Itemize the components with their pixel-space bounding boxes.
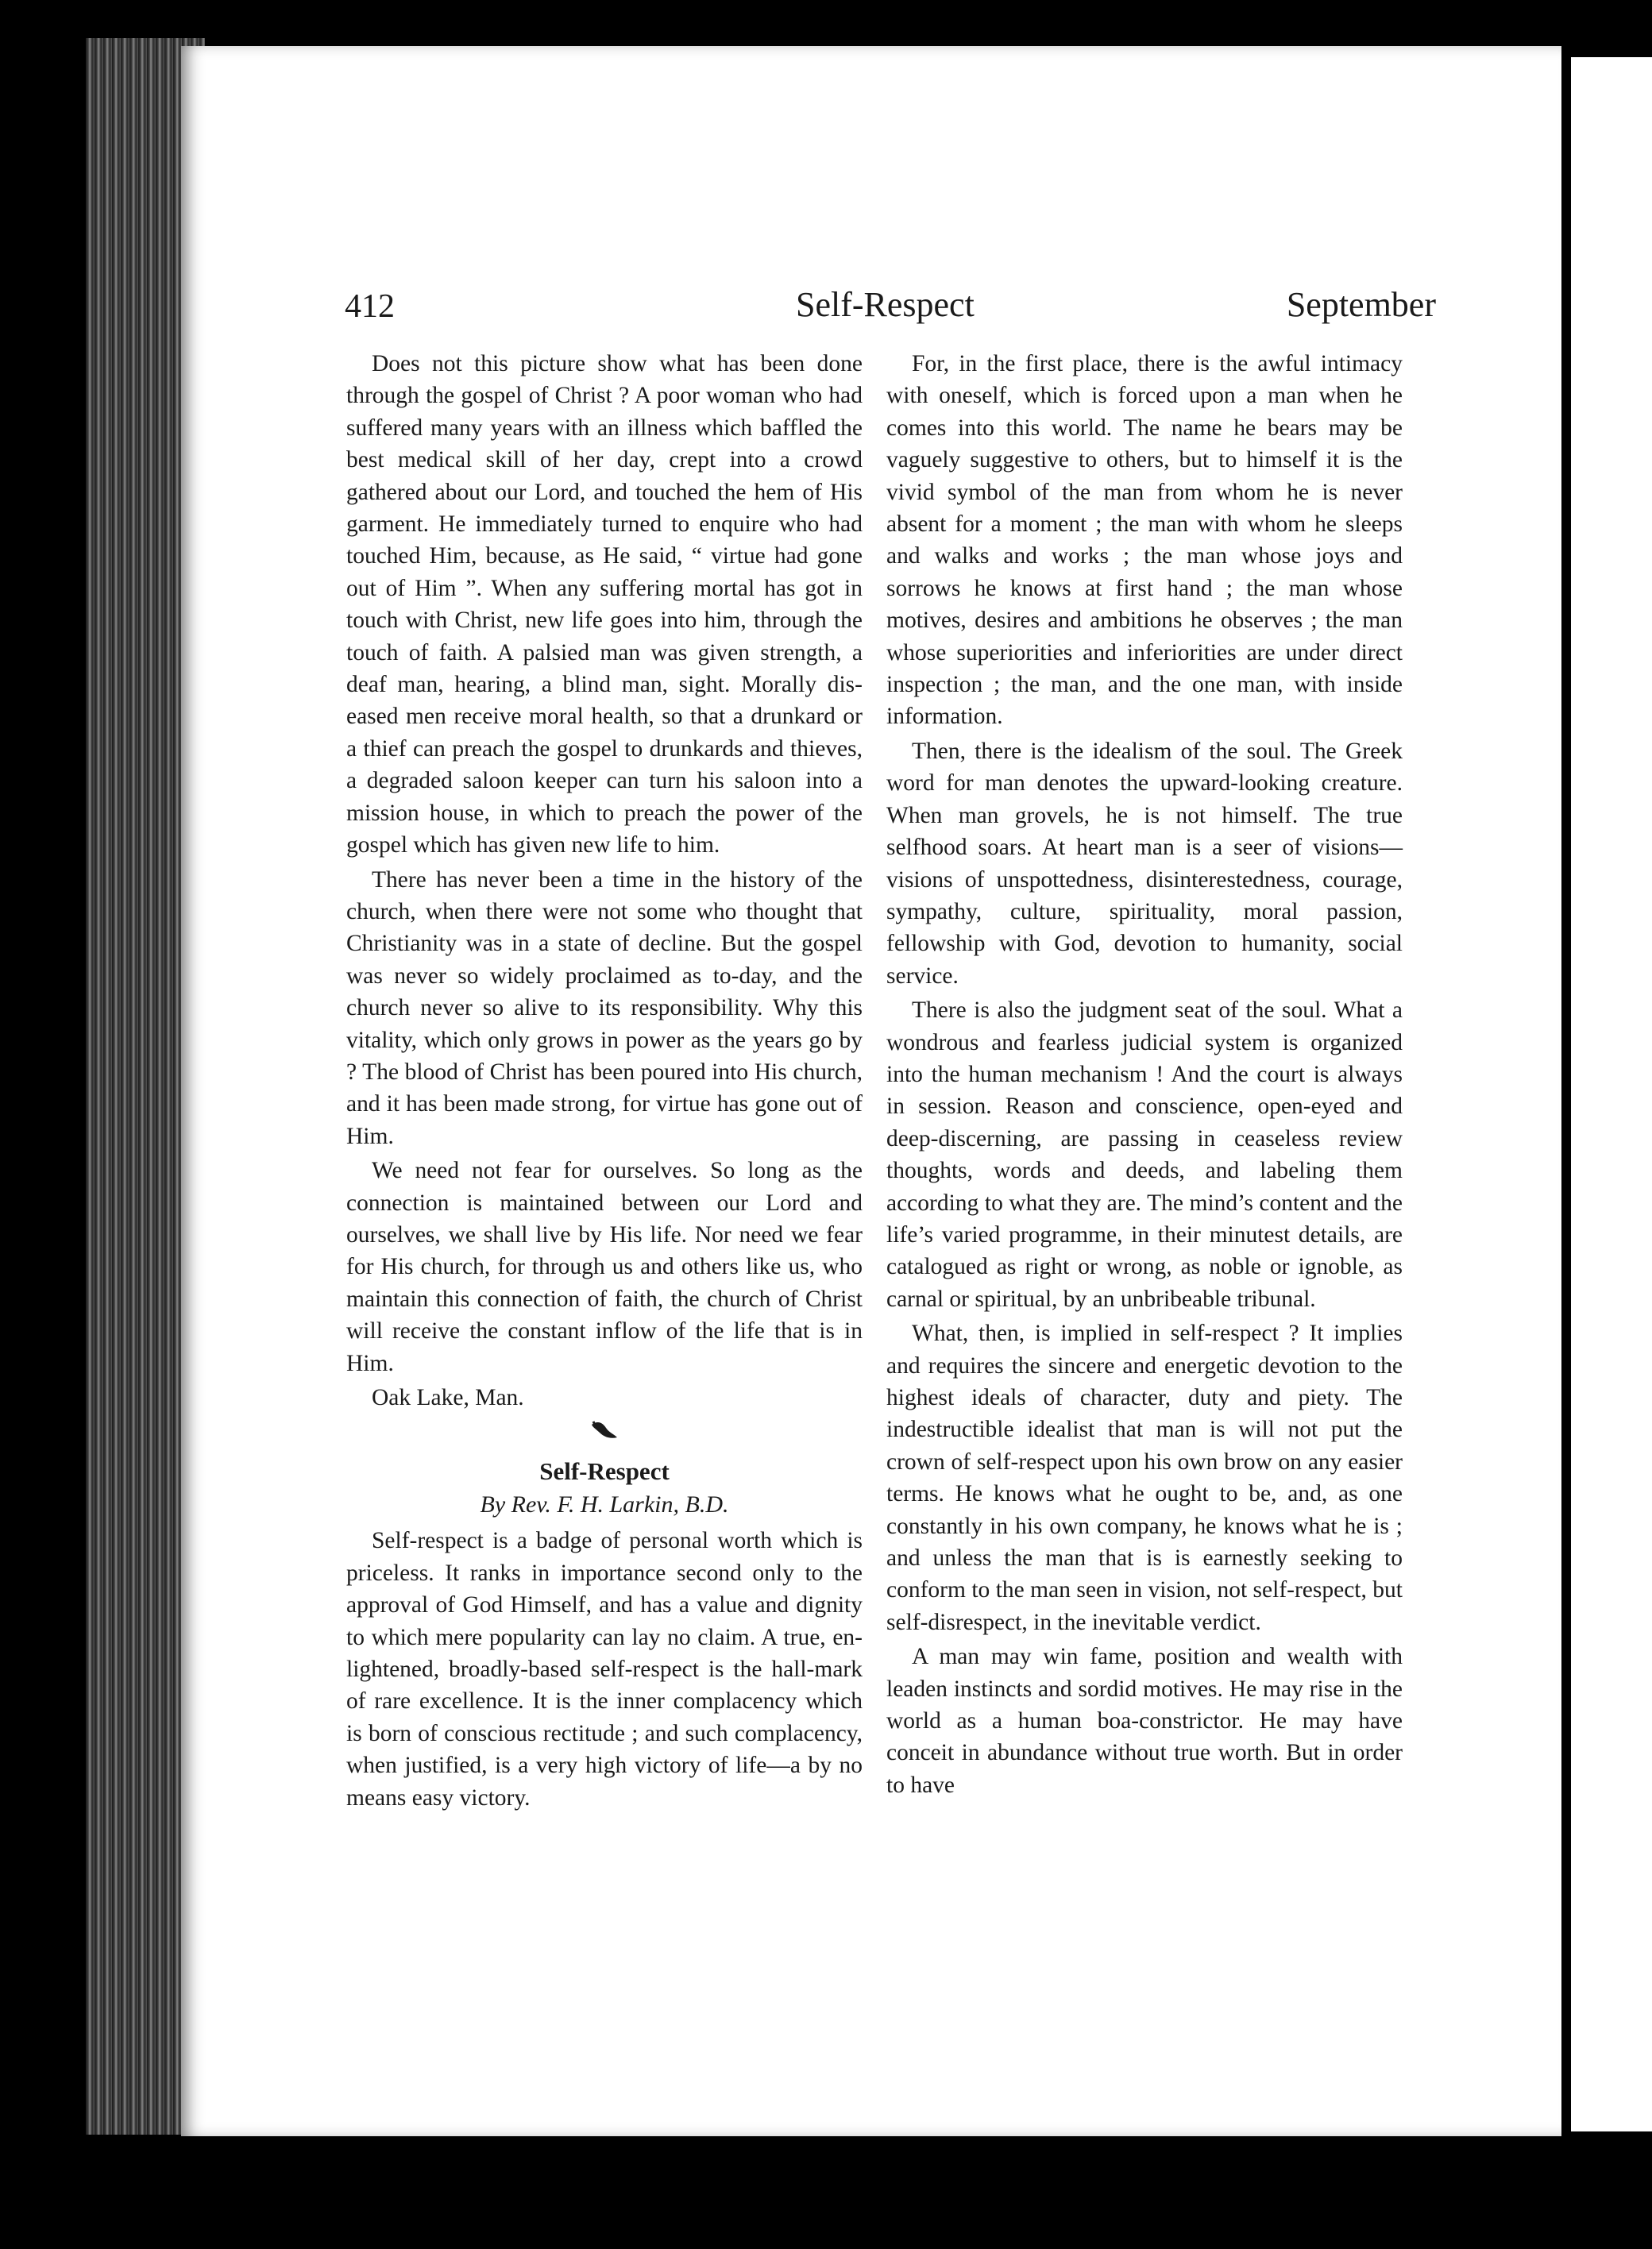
issue-month: September [1286, 285, 1436, 324]
left-column [346, 348, 863, 1816]
paragraph: A man may win fame, position and wealth with leaden instincts and sordid motives. He may rise in the world as a human boa-constrictor. He may have conceit in abundance without true worth. But in order to have [886, 1644, 1403, 1798]
signoff: Oak Lake, Man. [372, 1385, 524, 1410]
book-page [181, 46, 1561, 2136]
page-number: 412 [345, 288, 395, 325]
article-byline: By Rev. F. H. Larkin, B.D. [480, 1491, 729, 1518]
paragraph: For, in the first place, there is the awful intimacy with oneself, which is forced upon a man when he comes into this world. The name he bears may be vaguely suggestive to others, but to himself it is the vivid symbol of the man from whom he is never absent for a moment ; the man with whom he sleeps and walks and works ; the man whose joys and sorrows he knows at first hand ; the man whose motives, desires and ambitions he observes ; the man whose superiorities and inferiorities are under direct inspection ; the man, and the one man, with inside information. [886, 351, 1403, 730]
right-column [886, 348, 1403, 1803]
paragraph: Does not this picture show what has been done through the gospel of Christ ? A poor woman who had suffered many years with an illness which baffled the best medical skill of her day, crept into a crowd gathered about our Lord, and touched the hem of His garment. He immediately turned to enquire who had touched Him, because, as He said, “ virtue had gone out of Him ”. When any suffering mortal has got in touch with Christ, new life goes into him, through the touch of faith. A palsied man was given strength, a deaf man, hearing, a blind man, sight. Morally diseased men receive moral health, so that a drunkard or a thief can preach the gospel to drunkards and thieves, a degraded saloon keeper can turn his saloon into a mission house, in which to preach the power of the gospel which has given new life to him. [346, 351, 863, 858]
paragraph: Self-respect is a badge of personal worth which is priceless. It ranks in importance second only to the approval of God Himself, and has a value and dignity to which mere popularity can lay no claim. A true, enlightened, broadly-based self-respect is the hall-mark of rare excellence. It is the inner complacency which is born of conscious rectitude ; and such complacency, when justified, is a very high victory of life—a by no means easy victory. [346, 1528, 863, 1811]
leaf-ornament-icon [346, 1418, 863, 1453]
running-header [181, 284, 1561, 335]
adjacent-page-edge [1571, 57, 1652, 2131]
paragraph: We need not fear for ourselves. So long as the connection is maintained between our Lord and ourselves, we shall live by His life. Nor need we fear for His church, for through us and others like us, who maintain this connection of faith, the church of Christ will receive the constant inflow of the life that is in Him. [346, 1158, 863, 1376]
paragraph: There has never been a time in the history of the church, when there were not some who thought that Christianity was in a state of decline. But the gospel was never so widely proclaimed as to-day, and the church never so alive to its responsibility. Why this vitality, which only grows in power as the years go by ? The blood of Christ has been poured into His church, and it has been made strong, for virtue has gone out of Him. [346, 866, 863, 1149]
paragraph: There is also the judgment seat of the soul. What a wondrous and fearless judicial system is organized into the human mechanism ! And the court is always in session. Reason and conscience, open-eyed and deep-discerning, are passing in ceaseless review thoughts, words and deeds, and labeling them according to what they are. The mind’s content and the life’s varied programme, in their minutest details, are catalogued as right or wrong, as noble or ignoble, as carnal or spiritual, by an unbribeable tribunal. [886, 997, 1403, 1312]
running-title: Self-Respect [796, 285, 975, 324]
paragraph: What, then, is implied in self-respect ? It implies and requires the sincere and energetic devotion to the highest ideals of character, duty and piety. The indestructible idealist that man is will not put the crown of self-respect upon his own brow on any easier terms. He knows what he ought to be, and, as one constantly in his own company, he knows what he is ; and unless the man that is is earnestly seeking to conform to the man seen in vision, not self-respect, but self-disrespect, in the inevitable verdict. [886, 1321, 1403, 1635]
paragraph: Then, there is the idealism of the soul. The Greek word for man denotes the upward-looking creature. When man grovels, he is not himself. The true selfhood soars. At heart man is a seer of visions—visions of unspottedness, disinterestedness, courage, sympathy, culture, spirituality, moral passion, fellowship with God, devotion to humanity, social service. [886, 738, 1403, 989]
article-title: Self-Respect [539, 1457, 670, 1486]
